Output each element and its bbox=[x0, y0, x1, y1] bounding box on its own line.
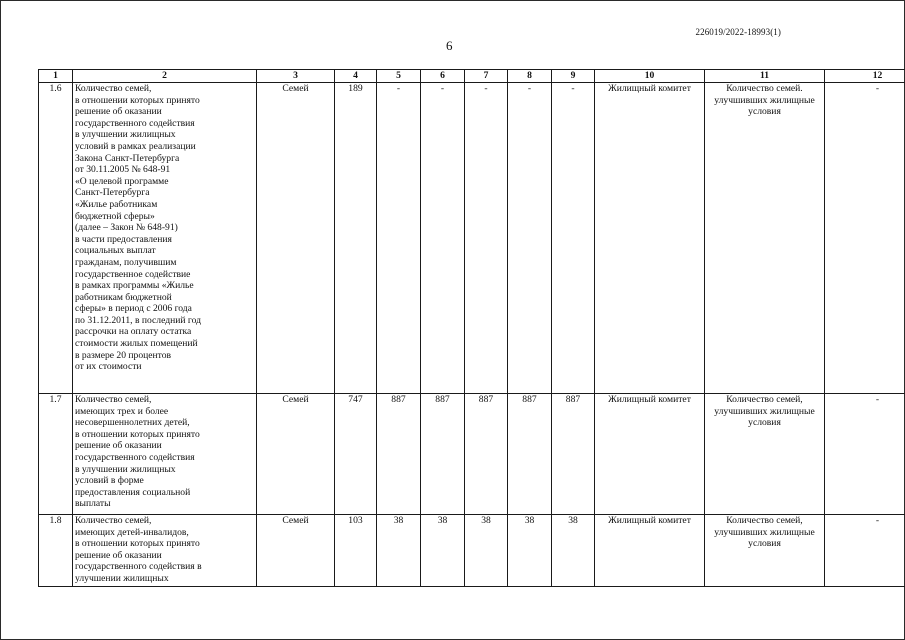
indicator-name-line: сферы» в период с 2006 года bbox=[75, 303, 192, 315]
indicator-name-line: решение об оказании bbox=[75, 440, 162, 452]
indicator-name-line: бюджетной сферы» bbox=[75, 210, 155, 222]
indicator-name-line: государственного содействия bbox=[75, 451, 195, 463]
indicator-name-line: улучшении жилищных bbox=[75, 572, 169, 584]
column-header: 1 bbox=[39, 70, 73, 83]
table-header-row bbox=[39, 70, 905, 83]
result-cell bbox=[705, 83, 825, 394]
indicator-name-line: условий в форме bbox=[75, 475, 144, 487]
cell-text-line: улучшивших жилищные bbox=[714, 526, 815, 538]
value-cell: - bbox=[421, 83, 465, 394]
indicator-name-line: в отношении которых принято bbox=[75, 428, 200, 440]
indicator-name-line: по 31.12.2011, в последний год bbox=[75, 314, 201, 326]
table-row bbox=[39, 83, 905, 394]
indicator-name-line: в улучшении жилищных bbox=[75, 463, 176, 475]
column-header: 12 bbox=[825, 70, 905, 83]
result-cell bbox=[705, 394, 825, 515]
indicator-name-line: в улучшении жилищных bbox=[75, 129, 176, 141]
indicator-name-line: стоимости жилых помещений bbox=[75, 338, 198, 350]
indicator-name-line: социальных выплат bbox=[75, 245, 156, 257]
value-cell: 38 bbox=[465, 515, 508, 587]
indicator-name-line: Количество семей, bbox=[75, 515, 152, 526]
indicator-name-line: в части предоставления bbox=[75, 233, 172, 245]
value-cell: 887 bbox=[552, 394, 595, 515]
note-cell: - bbox=[825, 515, 905, 587]
table-row bbox=[39, 394, 905, 515]
cell-text-line: Количество семей, bbox=[726, 394, 803, 405]
value-cell: 887 bbox=[421, 394, 465, 515]
note-cell: - bbox=[825, 83, 905, 394]
document-number: 226019/2022-18993(1) bbox=[695, 27, 781, 37]
value-cell: - bbox=[508, 83, 552, 394]
responsible-cell: Жилищный комитет bbox=[595, 394, 705, 515]
indicator-name-line: в отношении которых принято bbox=[75, 538, 200, 550]
column-header: 11 bbox=[705, 70, 825, 83]
column-header: 3 bbox=[257, 70, 335, 83]
indicator-name-line: государственное содействие bbox=[75, 268, 191, 280]
cell-text-line: условия bbox=[748, 538, 781, 550]
column-header: 7 bbox=[465, 70, 508, 83]
indicator-name-line: Количество семей, bbox=[75, 83, 152, 94]
value-cell: 38 bbox=[421, 515, 465, 587]
value-cell: 103 bbox=[335, 515, 377, 587]
indicator-name-line: несовершеннолетних детей, bbox=[75, 417, 190, 429]
value-cell: - bbox=[465, 83, 508, 394]
cell-text-line: условия bbox=[748, 106, 781, 118]
indicator-name-line: Санкт-Петербурга bbox=[75, 187, 150, 199]
cell-text-line: Количество семей. bbox=[726, 83, 803, 94]
indicator-name-line: в размере 20 процентов bbox=[75, 349, 172, 361]
unit-cell: Семей bbox=[257, 83, 335, 394]
indicator-name-line: условий в рамках реализации bbox=[75, 140, 196, 152]
indicator-name-line: Закона Санкт-Петербурга bbox=[75, 152, 180, 164]
responsible-cell: Жилищный комитет bbox=[595, 515, 705, 587]
responsible-cell: Жилищный комитет bbox=[595, 83, 705, 394]
indicator-name-line: (далее – Закон № 648-91) bbox=[75, 222, 178, 234]
indicator-name-line: в отношении которых принято bbox=[75, 94, 200, 106]
note-cell: - bbox=[825, 394, 905, 515]
column-header: 4 bbox=[335, 70, 377, 83]
indicator-name-line: рассрочки на оплату остатка bbox=[75, 326, 192, 338]
cell-text-line: Количество семей, bbox=[726, 515, 803, 526]
unit-cell: Семей bbox=[257, 515, 335, 587]
indicator-name-line: выплаты bbox=[75, 498, 111, 510]
value-cell: 887 bbox=[508, 394, 552, 515]
indicator-name-line: предоставления социальной bbox=[75, 486, 191, 498]
column-header: 6 bbox=[421, 70, 465, 83]
column-header: 8 bbox=[508, 70, 552, 83]
value-cell: 38 bbox=[377, 515, 421, 587]
indicator-name-line: от их стоимости bbox=[75, 361, 142, 373]
page-number: 6 bbox=[446, 38, 453, 53]
cell-text-line: улучшивших жилищные bbox=[714, 94, 815, 106]
indicator-name-line: имеющих трех и более bbox=[75, 405, 169, 417]
value-cell: - bbox=[552, 83, 595, 394]
column-header: 2 bbox=[73, 70, 257, 83]
unit-cell: Семей bbox=[257, 394, 335, 515]
row-number-cell: 1.7 bbox=[39, 394, 73, 515]
value-cell: 747 bbox=[335, 394, 377, 515]
value-cell: 887 bbox=[465, 394, 508, 515]
column-header: 9 bbox=[552, 70, 595, 83]
value-cell: 189 bbox=[335, 83, 377, 394]
cell-text-line: условия bbox=[748, 417, 781, 429]
value-cell: 38 bbox=[508, 515, 552, 587]
indicator-name-line: имеющих детей-инвалидов, bbox=[75, 526, 189, 538]
indicator-name-line: Количество семей, bbox=[75, 394, 152, 405]
indicator-name-line: государственного содействия в bbox=[75, 561, 202, 573]
cell-text-line: улучшивших жилищные bbox=[714, 405, 815, 417]
data-table bbox=[38, 69, 905, 587]
table-row bbox=[39, 515, 905, 587]
indicator-name-line: гражданам, получившим bbox=[75, 256, 177, 268]
value-cell: 887 bbox=[377, 394, 421, 515]
indicator-name-line: «Жилье работникам bbox=[75, 198, 158, 210]
indicator-name-cell bbox=[73, 515, 257, 587]
row-number-cell: 1.6 bbox=[39, 83, 73, 394]
row-number-cell: 1.8 bbox=[39, 515, 73, 587]
indicator-name-line: решение об оказании bbox=[75, 106, 162, 118]
column-header: 5 bbox=[377, 70, 421, 83]
indicator-name-line: решение об оказании bbox=[75, 549, 162, 561]
indicator-name-line: в рамках программы «Жилье bbox=[75, 280, 194, 292]
value-cell: - bbox=[377, 83, 421, 394]
indicator-name-line: от 30.11.2005 № 648-91 bbox=[75, 164, 171, 176]
indicator-name-line: «О целевой программе bbox=[75, 175, 169, 187]
value-cell: 38 bbox=[552, 515, 595, 587]
result-cell bbox=[705, 515, 825, 587]
column-header: 10 bbox=[595, 70, 705, 83]
indicator-name-line: работникам бюджетной bbox=[75, 291, 172, 303]
indicator-name-cell bbox=[73, 394, 257, 515]
indicator-name-cell bbox=[73, 83, 257, 394]
indicator-name-line: государственного содействия bbox=[75, 117, 195, 129]
